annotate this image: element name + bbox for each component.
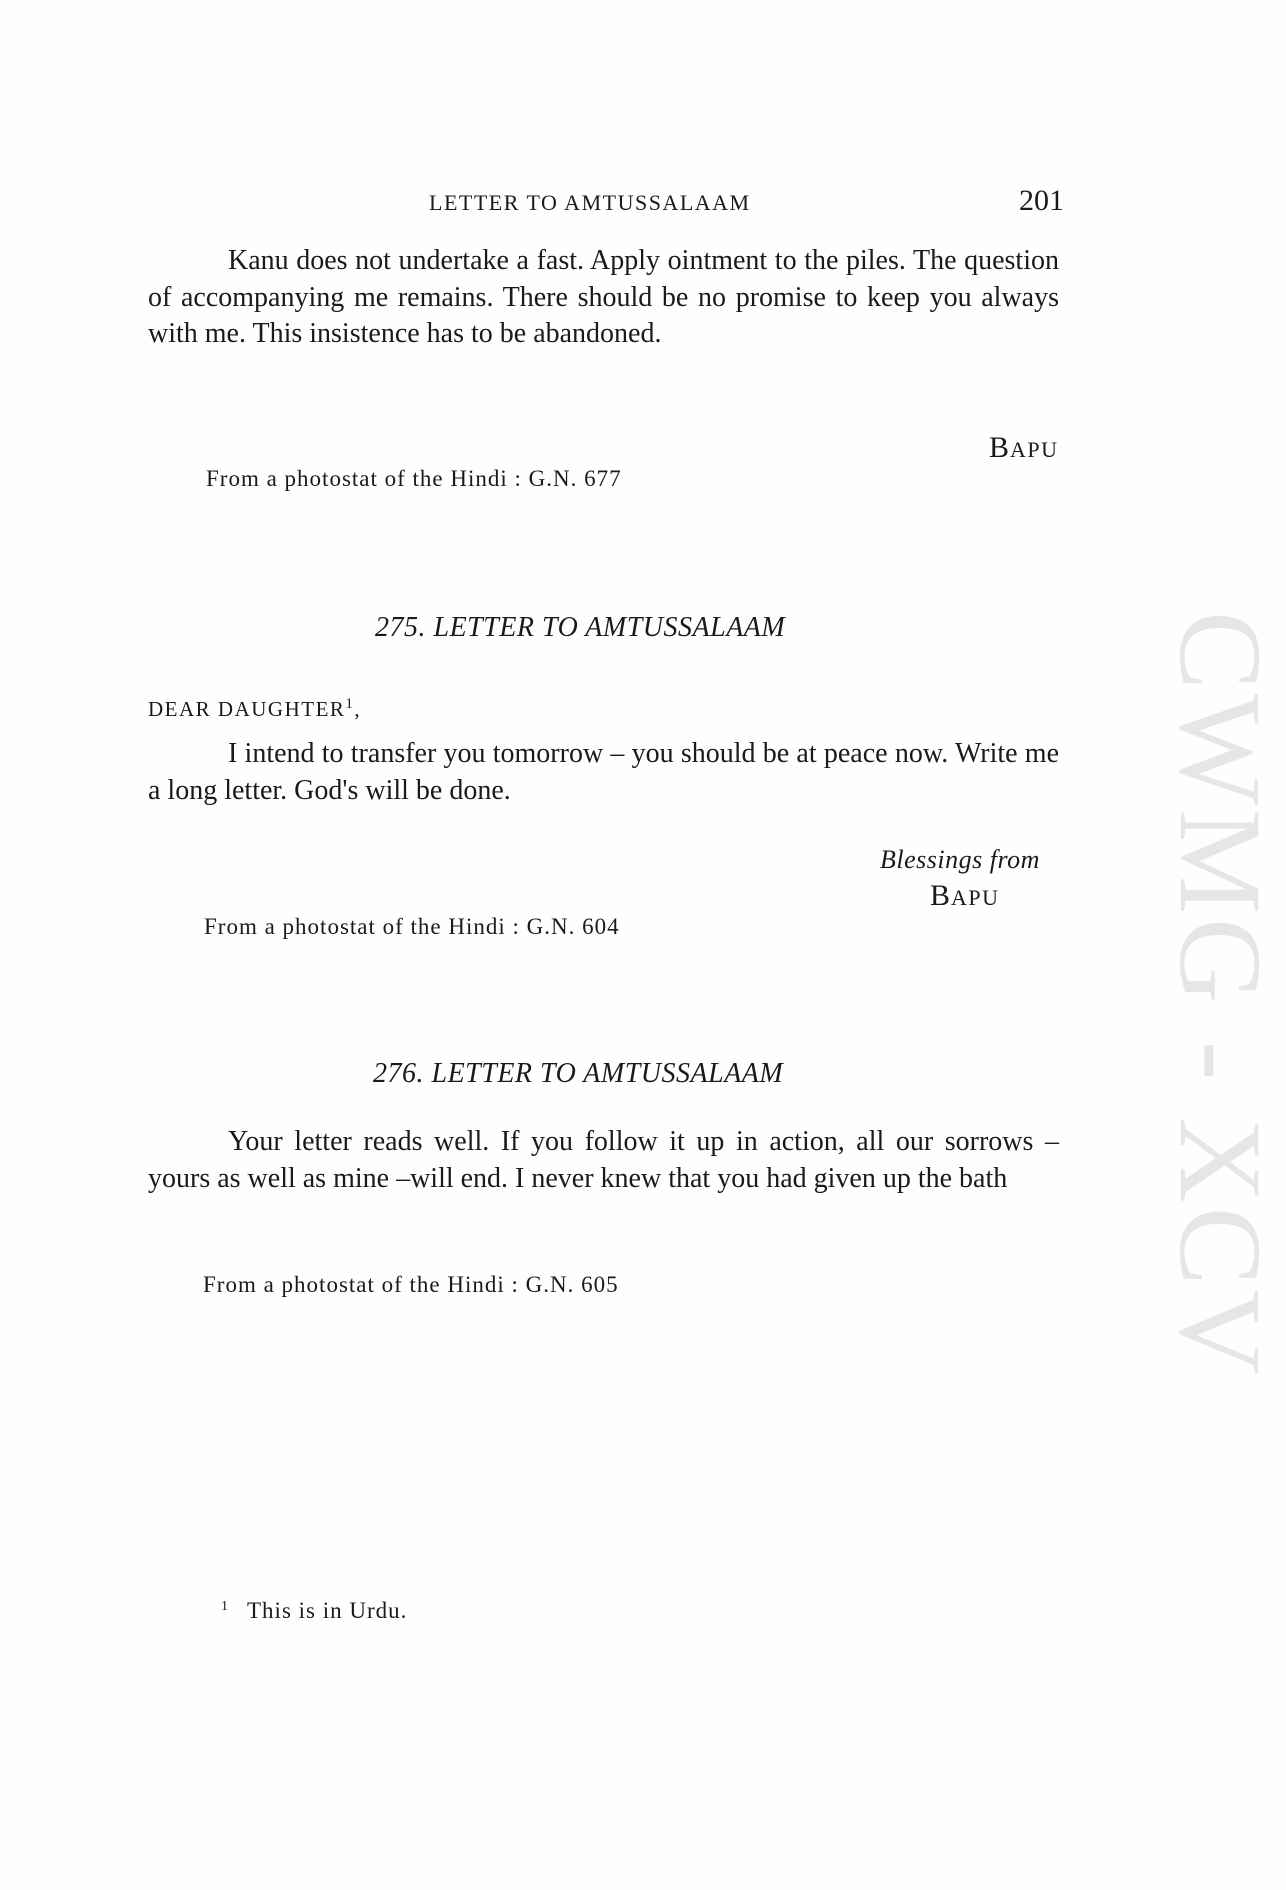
letter-275-source: From a photostat of the Hindi : G.N. 604 <box>204 914 620 939</box>
signature-initial: B <box>930 879 952 912</box>
letter-274-body-text: Kanu does not undertake a fast. Apply ointment to the piles. The question of accompanying me remains. There should be no promise to keep you always with me. This insistence has to be abandoned. <box>148 245 1059 349</box>
running-head: LETTER TO AMTUSSALAAM <box>429 190 751 215</box>
footnote-text: This is in Urdu. <box>247 1598 408 1623</box>
page-number: 201 <box>1019 184 1064 217</box>
letter-275-heading: 275. LETTER TO AMTUSSALAAM <box>375 612 786 643</box>
letter-275-body <box>148 736 1059 809</box>
letter-275-salutation <box>148 696 361 722</box>
letter-276-body <box>148 1124 1059 1197</box>
footnote-ref: 1 <box>345 696 355 712</box>
letter-276-heading: 276. LETTER TO AMTUSSALAAM <box>373 1058 784 1089</box>
letter-274-source: From a photostat of the Hindi : G.N. 677 <box>206 466 622 491</box>
salutation-text: DEAR DAUGHTER <box>148 697 346 721</box>
signature-rest: APU <box>951 885 1000 910</box>
letter-276-body-text: Your letter reads well. If you follow it up in action, all our sorrows – yours as well as mine –will end. I never knew that you had given up the bath <box>148 1126 1059 1194</box>
signature-rest: APU <box>1010 437 1059 462</box>
watermark: CWMG - XCV <box>1155 611 1286 1379</box>
footnote <box>221 1598 407 1624</box>
footnote-mark: 1 <box>221 1599 229 1614</box>
letter-275-signature <box>930 879 1000 913</box>
letter-275-body-text: I intend to transfer you tomorrow – you should be at peace now. Write me a long letter. God's will be done. <box>148 738 1059 806</box>
letter-274-signature <box>989 431 1059 465</box>
signature-initial: B <box>989 431 1011 464</box>
letter-276-source: From a photostat of the Hindi : G.N. 605 <box>203 1272 619 1297</box>
letter-274-body <box>148 243 1059 353</box>
letter-275-blessing: Blessings from <box>880 845 1040 874</box>
salutation-punct: , <box>354 697 362 721</box>
